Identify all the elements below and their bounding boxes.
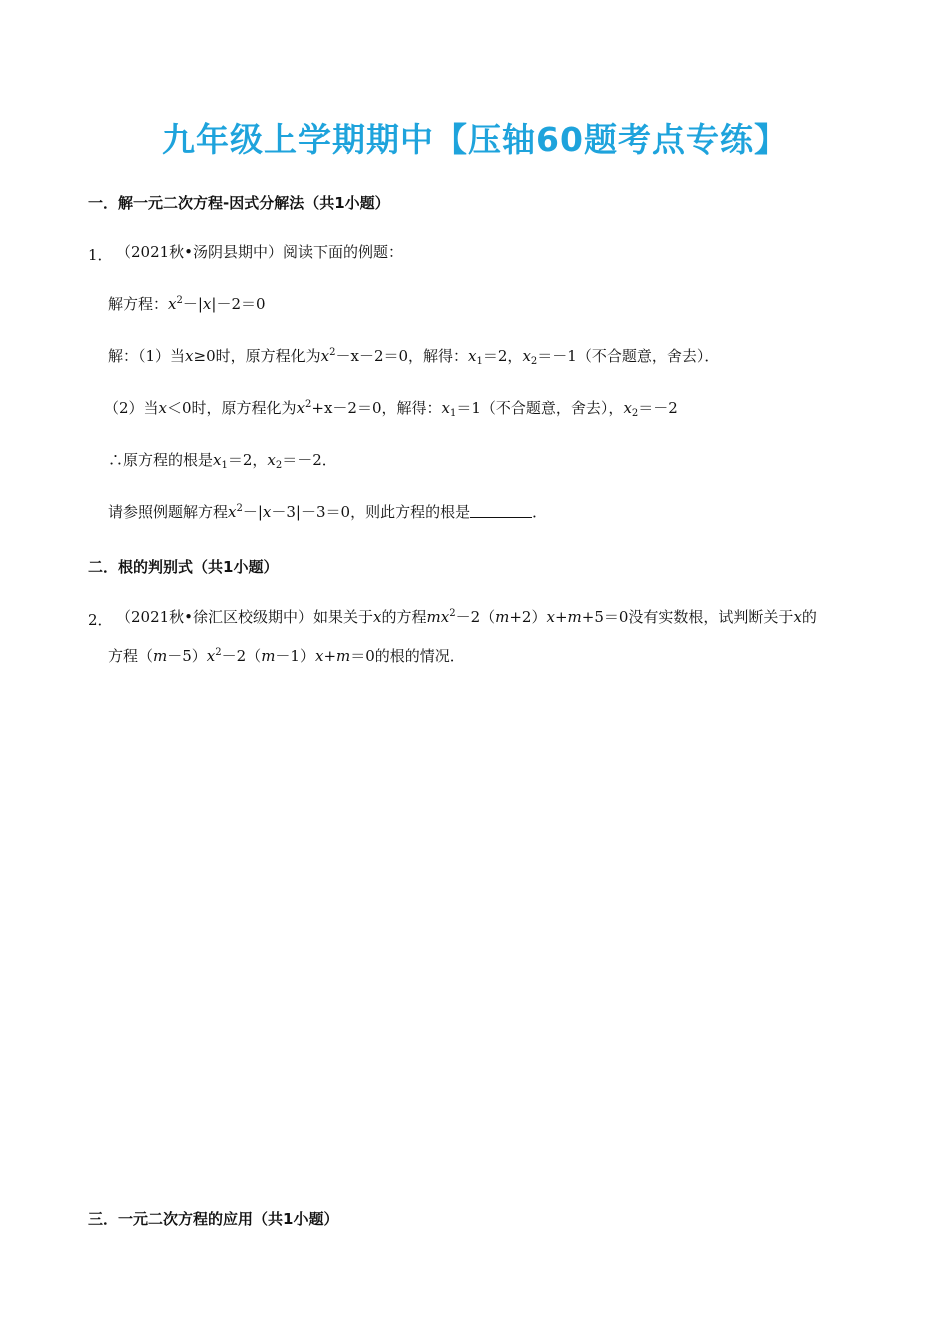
question-1-task: 请参照例题解方程$x^2-|x-3|-3=0$，则此方程的根是 ． [108,503,548,521]
section-heading-2: 二．根的判别式（共1小题） [88,558,279,576]
page-title: 九年级上学期期中【压轴60题考点专练】 [162,120,788,159]
section-heading-1: 一．解一元二次方程-因式分解法（共1小题） [88,194,390,212]
question-1-case-1: 解：（1）当x≥0时，原方程化为$x^2-x-2=0$，解得：$x_1=2$，$x_2=-1$（不合题意，舍去）． [108,347,720,367]
answer-blank[interactable] [470,503,532,518]
question-number-1: 1． [88,246,113,264]
question-1-source: （2021秋•汤阴县期中）阅读下面的例题： [116,243,404,261]
question-number-2: 2． [88,611,113,629]
question-2-line-2: 方程$(m-5)x^2-2(m-1)x+m=0$的根的情况． [108,647,465,665]
question-1-conclusion: ∴原方程的根是$x_1=2$，$x_2=-2$． [108,451,337,471]
question-2-line-1: （2021秋•徐汇区校级期中）如果关于x的方程$mx^2-2(m+2)x+m+5=0$没有实数根，试判断关于x的 [116,608,817,626]
section-heading-3: 三．一元二次方程的应用（共1小题） [88,1210,339,1228]
question-1-example-equation: 解方程：$x^2-|x|-2=0$ [108,295,266,313]
question-1-case-2: （2）当x＜0时，原方程化为$x^2+x-2=0$，解得：$x_1=1$（不合题意，舍去），$x_2=-2$ [104,399,678,419]
